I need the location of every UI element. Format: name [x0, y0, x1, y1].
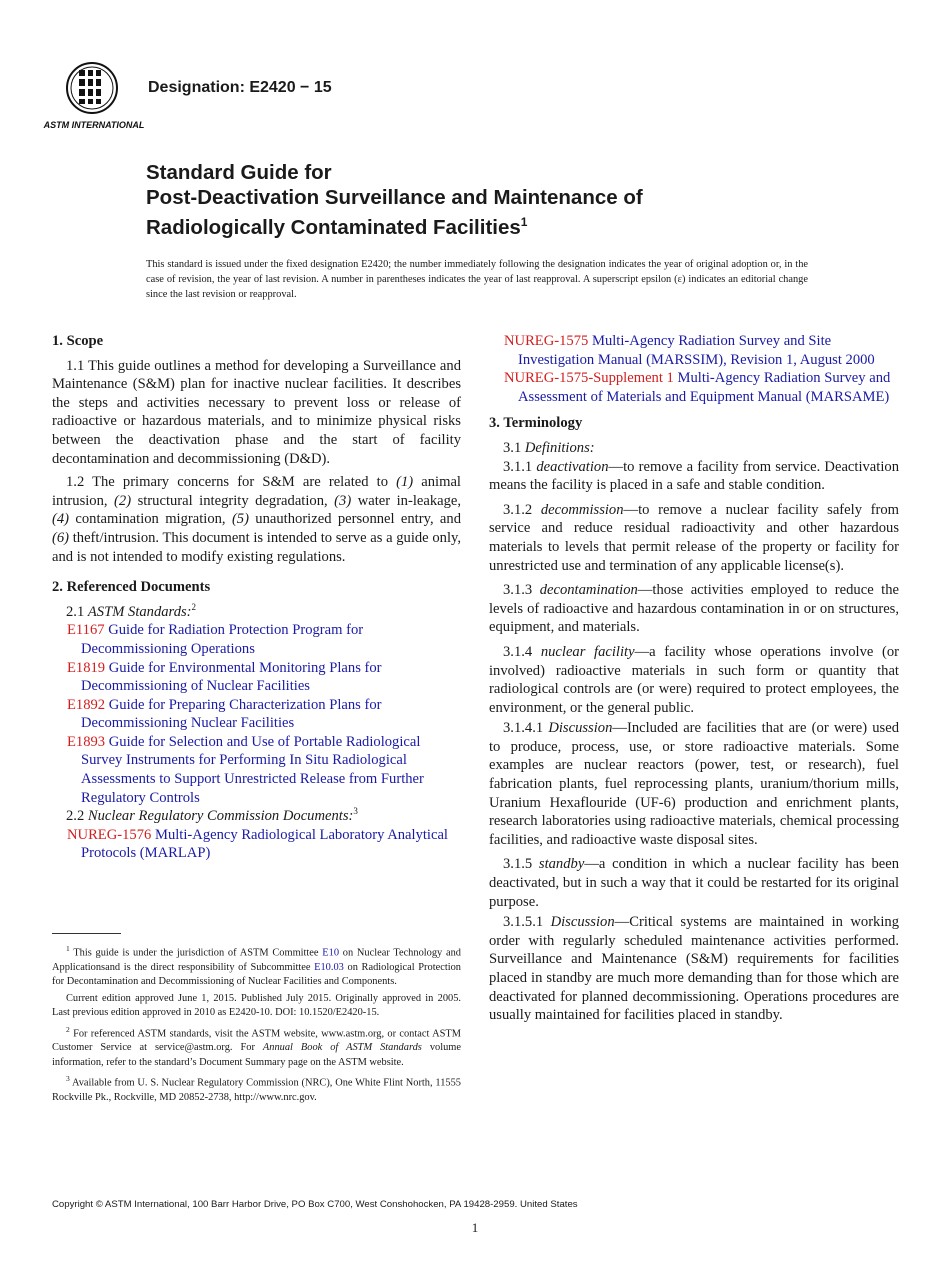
title-line-3: Radiologically Contaminated Facilities$^1$: [146, 215, 528, 239]
nrc-documents-label: 2.2 Nuclear Regulatory Commission Documents:$^3$: [66, 806, 358, 825]
discussion-nuclear-facility: 3.1.4.1 Discussion—Included are facilities that are (or were) used to produce, process, use, or store radioactive materials. Some examples are nuclear reactors (power, test, or research), fuel fabrication plants, fuel reprocessing plants, uranium/thorium mills, Uranium Hexaflouride (UF-6) production and enrichment plants, research laboratories using radioactive materials, chemical processing facilities, and radioactive waste disposal sites.: [489, 720, 899, 848]
reference-item[interactable]: NUREG-1575-Supplement 1 Multi-Agency Radiation Survey and Assessment of Materials and Equipment Manual (MARSAME): [504, 370, 891, 405]
definition-nuclear-facility: 3.1.4 nuclear facility—a facility whose operations involve (or involved) radioactive materials in such form or quantity that radiological controls are (or were) required to protect employees, the environment, or the general public.: [489, 643, 900, 716]
issuance-statement: This standard is issued under the fixed designation E2420; the number immediately following the designation indicates the year of original adoption or, in the case of revision, the year of last revision. A number in parentheses indicates the year of last reapproval. A superscript epsilon (ε) indicates an editorial change since the last revision or reapproval.: [146, 259, 808, 300]
page-number: 1: [471, 1220, 479, 1235]
footnote-divider: [52, 933, 121, 934]
footnote-2: $^2$ For referenced ASTM standards, visit the ASTM website, www.astm.org, or contact ASTM Customer Service at service@astm.org. For Annual Book of ASTM Standards volume information, refer to the standard’s Document Summary page on the ASTM website.: [52, 1024, 461, 1068]
definition-decommission: 3.1.2 decommission—to remove a nuclear facility safely from service and reduce residual radioactivity and other hazardous materials to levels that permit release of the property or facility for unrestricted use and termination of any applicable license(s).: [489, 501, 899, 574]
subcommittee-link[interactable]: E10.03: [314, 961, 344, 973]
definition-standby: 3.1.5 standby—a condition in which a nuclear facility has been deactivated, but in such a way that it could be restarted for its original purpose.: [489, 856, 899, 910]
reference-item[interactable]: E1819 Guide for Environmental Monitoring Plans for Decommissioning of Nuclear Facilities: [67, 659, 382, 695]
footnote-1-edition: Current edition approved June 1, 2015. Published July 2015. Originally approved in 2005. Last previous edition approved in 2010 as E2420-10. DOI: 10.1520/E2420-15.: [52, 992, 461, 1019]
reference-item[interactable]: E1892 Guide for Preparing Characterization Plans for Decommissioning Nuclear Facilities: [67, 696, 382, 732]
section-heading-scope: 1. Scope: [52, 333, 104, 349]
copyright-notice: Copyright © ASTM International, 100 Barr Harbor Drive, PO Box C700, West Conshohocken, PA 19428-2959. United States: [52, 1199, 578, 1210]
title-footnote-mark: 1: [520, 215, 528, 229]
footnote-3: $^3$ Available from U. S. Nuclear Regulatory Commission (NRC), One White Flint North, 11555 Rockville Pk., Rockville, MD 20852-2738, http://www.nrc.gov.: [52, 1074, 461, 1104]
definition-decontamination: 3.1.3 decontamination—those activities employed to reduce the levels of radioactive and hazardous contamination in or on structures, equipment, and materials.: [489, 582, 900, 636]
reference-item[interactable]: E1167 Guide for Radiation Protection Program for Decommissioning Operations: [67, 622, 364, 657]
right-column: [489, 332, 899, 1031]
committee-link[interactable]: E10: [322, 947, 340, 959]
reference-item[interactable]: E1893 Guide for Selection and Use of Portable Radiological Survey Instruments for Performing In Situ Radiological Assessments to Support Unrestricted Release from Further Regulatory Controls: [67, 733, 424, 806]
astm-standards-label: 2.1 ASTM Standards:$^2$: [66, 601, 197, 620]
definition-deactivation: 3.1.1 deactivation—to remove a facility from service. Deactivation means the facility is placed in a safe and stable condition.: [489, 458, 899, 494]
paragraph-1-2: 1.2 The primary concerns for S&M are related to (1) animal intrusion, (2) structural integrity degradation, (3) water in-leakage, (4) contamination migration, (5) unauthorized personnel entry, and (6) theft/intrusion. This document is intended to serve as a guide only, and is not intended to modify existing regulations.: [52, 474, 462, 565]
definitions-label: 3.1 Definitions:: [503, 439, 595, 456]
paragraph-1-1: 1.1 This guide outlines a method for developing a Surveillance and Maintenance (S&M) plan for inactive nuclear facilities. It describes the steps and activities necessary to prevent loss or release of radioactive or hazardous materials, and to minimize physical risks between the deactivation phase and the start of facility decontamination and decommissioning (D&D).: [52, 357, 461, 467]
footnotes: [52, 942, 461, 1107]
designation: Designation: E2420 − 15: [148, 79, 332, 96]
footnote-1: $^1$ This guide is under the jurisdiction of ASTM Committee E10 on Nuclear Technology and Applicationsand is the direct responsibility of Subcommittee E10.03 on Radiological Protection for Decontamination and Decommissioning of Nuclear Facilities and Components.: [52, 944, 461, 988]
logo-text: ASTM INTERNATIONAL: [43, 120, 145, 130]
reference-item[interactable]: NUREG-1575 Multi-Agency Radiation Survey and Site Investigation Manual (MARSSIM), Revision 1, August 2000: [504, 333, 875, 368]
reference-item[interactable]: NUREG-1576 Multi-Agency Radiological Laboratory Analytical Protocols (MARLAP): [67, 826, 448, 862]
title-line-2: Post-Deactivation Surveillance and Maintenance of: [146, 186, 643, 209]
left-column: [52, 332, 461, 863]
document-title: [146, 160, 866, 240]
section-heading-terminology: 3. Terminology: [489, 415, 583, 432]
section-heading-referenced-documents: 2. Referenced Documents: [52, 579, 211, 596]
title-line-1: Standard Guide for: [146, 161, 332, 184]
astm-logo: [43, 58, 145, 132]
discussion-standby: 3.1.5.1 Discussion—Critical systems are maintained in working order with regularly scheduled maintenance activities performed. Surveillance and Maintenance (S&M) requirements for facilities placed in standby are much more demanding than for those which are deactivated for planned decommissioning. Operations procedures are usually maintained for facilities placed in standby.: [489, 914, 899, 1024]
